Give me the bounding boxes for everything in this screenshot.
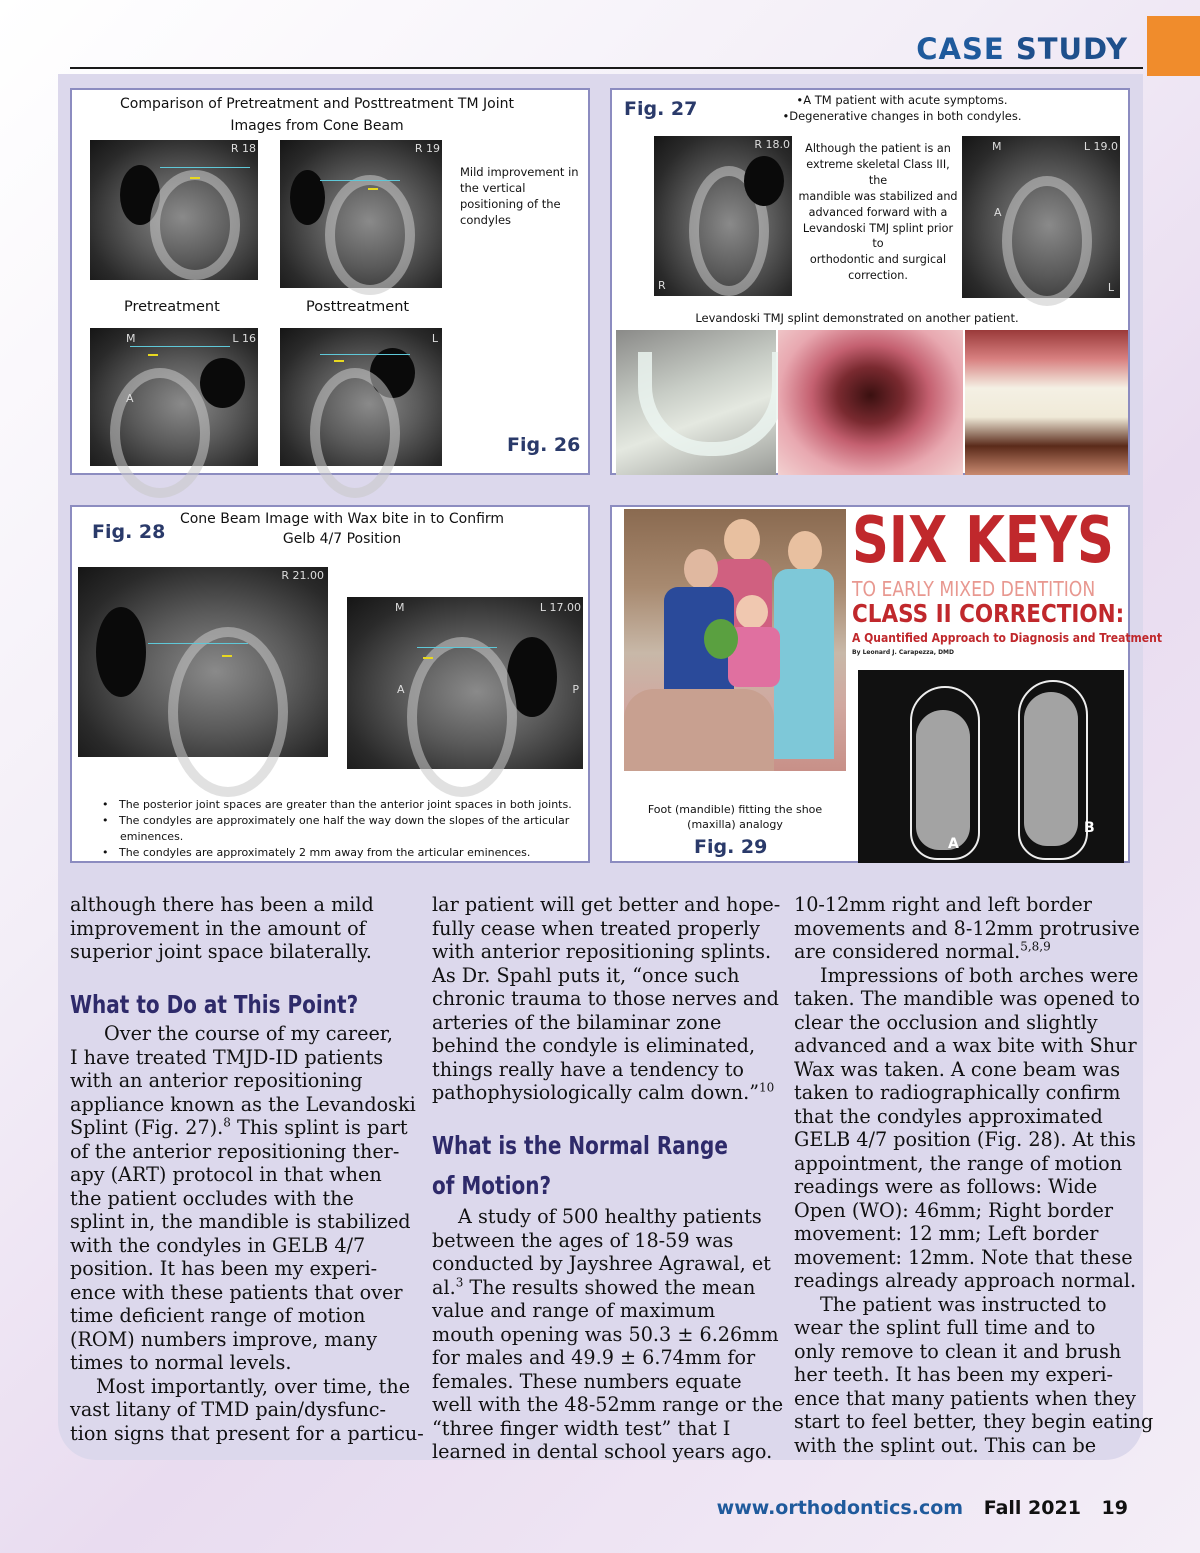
column-2-paragraph-1 (432, 1205, 783, 1464)
scan-shadow (744, 156, 784, 206)
scan-tag: M (992, 140, 1002, 153)
fig26-scan-post-bottom (280, 328, 442, 466)
text-fragment: Splint (Fig. 27). (70, 1116, 224, 1139)
fig28-label: Fig. 28 (92, 521, 166, 543)
section-tab (1147, 16, 1200, 76)
scan-tag: R 19 (414, 142, 440, 155)
text-line: behind the condyle is eliminated, (432, 1034, 756, 1057)
text-line: A study of 500 healthy patients (458, 1205, 762, 1228)
fig29-caption (624, 802, 846, 833)
fig27-description-line: Levandoski TMJ splint prior to (802, 221, 954, 251)
fig28-bullet: • The posterior joint spaces are greater than the anterior joint spaces in both joints. (102, 798, 572, 811)
scan-shadow (96, 607, 146, 697)
text-line: clear the occlusion and slightly (794, 1010, 1098, 1034)
page-number: 19 (1101, 1497, 1128, 1519)
section-header (916, 32, 1128, 66)
fig28-bullet: • The condyles are approximately 2 mm away from the articular eminences. (102, 845, 531, 859)
fig27-scan-right (962, 136, 1120, 298)
book-title-sub1: TO EARLY MIXED DENTITION (852, 577, 1096, 601)
scan-guide-line (148, 643, 248, 644)
text-line: with an anterior repositioning (70, 1069, 363, 1092)
column-3-text (794, 893, 1153, 1457)
fig26-scan-pre-top (90, 140, 258, 280)
fig28-bullet: • The condyles are approximately one half the way down the slopes of the articular (102, 813, 570, 827)
text-line: times to normal levels. (70, 1351, 292, 1374)
fig27-description (796, 141, 960, 284)
book-subtitle: A Quantified Approach to Diagnosis and Treatment (852, 631, 1162, 645)
text-line: mouth opening was 50.3 ± 6.26mm (432, 1322, 779, 1346)
text-line: vast litany of TMD pain/dysfunc- (70, 1398, 387, 1421)
citation-ref: 5,8,9 (1020, 939, 1051, 954)
scan-guide-line (130, 346, 230, 347)
scan-tag: A (994, 206, 1002, 219)
scan-tag: L 16 (232, 332, 256, 345)
text-line: the patient occludes with the (70, 1186, 354, 1210)
text-line: tion signs that present for a particu- (70, 1421, 424, 1445)
text-line: apy (ART) protocol in that when (70, 1163, 382, 1186)
fig27-description-line: correction. (848, 269, 908, 283)
person-head (736, 595, 768, 629)
fig26-pre-label: Pretreatment (124, 299, 220, 315)
text-line: arteries of the bilaminar zone (432, 1010, 722, 1034)
figure-27 (610, 88, 1130, 475)
scan-shadow (290, 170, 325, 225)
scan-bone (407, 637, 517, 797)
fig27-caption: Levandoski TMJ splint demonstrated on another patient. (695, 311, 1019, 325)
person-head (724, 519, 760, 561)
fig26-note-line: positioning of the (460, 197, 561, 212)
text-line: conducted by Jayshree Agrawal, et (432, 1252, 771, 1275)
text-line (432, 1081, 780, 1105)
scan-tag: M (395, 601, 405, 614)
fig26-scan-post-top (280, 140, 442, 288)
text-line (70, 1116, 424, 1140)
text-line: of the anterior repositioning ther- (70, 1139, 400, 1163)
scan-tag: R 21.00 (281, 569, 324, 582)
dental-chair (624, 689, 774, 771)
text-line: that the condyles approximated (794, 1104, 1103, 1128)
scan-marker (334, 360, 344, 362)
fig26-title-line: Comparison of Pretreatment and Posttreatment TM Joint (120, 96, 514, 112)
fig27-description-line: extreme skeletal Class III, the (806, 157, 950, 187)
text-line: improvement in the amount of (70, 916, 366, 940)
scan-bone (1002, 176, 1092, 306)
fig27-description-line: Although the patient is an (805, 142, 951, 155)
scan-guide-line (160, 167, 250, 168)
fig28-scan-right (347, 597, 583, 769)
fig28-title-line: Cone Beam Image with Wax bite in to Confirm (179, 511, 505, 527)
fig28-title (172, 509, 512, 550)
text-line: time deficient range of motion (70, 1304, 366, 1327)
fig27-bullets (752, 92, 1052, 124)
fig27-description-line: advanced forward with a (808, 205, 948, 219)
foot-label-a: A (948, 836, 959, 852)
text-line: superior joint space bilaterally. (70, 940, 372, 963)
text-line: start to feel better, they begin eating (794, 1410, 1154, 1433)
text-line: with anterior repositioning splints. (432, 940, 772, 963)
figure-26 (70, 88, 590, 475)
text-line: with the condyles in GELB 4/7 (70, 1233, 366, 1257)
fig26-note (460, 164, 579, 228)
scan-tag: L 19.0 (1083, 140, 1118, 153)
text-line: appointment, the range of motion (794, 1151, 1123, 1175)
scan-tag: R 18.0 (754, 138, 790, 151)
page-footer (717, 1497, 1128, 1519)
text-fragment: al. (432, 1275, 456, 1299)
scan-tag: L (431, 332, 438, 345)
fig29-caption-line: Foot (mandible) fitting the shoe (647, 803, 823, 816)
text-line: her teeth. It has been my experi- (794, 1363, 1113, 1386)
figure-29 (610, 504, 1162, 863)
text-line: females. These numbers equate (432, 1369, 742, 1393)
text-line: appliance known as the Levandoski (70, 1092, 416, 1116)
column-2-intro (432, 893, 780, 1105)
text-line: taken. The mandible was opened to (794, 987, 1140, 1010)
heading-line: of Motion? (432, 1171, 552, 1200)
text-line: movement: 12 mm; Left border (794, 1222, 1099, 1245)
footer-issue: Fall 2021 (983, 1497, 1081, 1519)
fig27-bullet: •A TM patient with acute symptoms. (796, 93, 1008, 107)
fig28-bullets (102, 797, 582, 861)
text-line: readings already approach normal. (794, 1269, 1137, 1292)
header-word-case: CASE (916, 32, 1005, 66)
heading-normal-range (432, 1126, 728, 1206)
fig26-title (72, 94, 562, 137)
text-line: Open (WO): 46mm; Right border (794, 1198, 1114, 1222)
scan-bone (325, 175, 415, 295)
text-line: Wax was taken. A cone beam was (794, 1057, 1121, 1081)
text-line: splint in, the mandible is stabilized (70, 1210, 411, 1233)
text-line: taken to radiographically confirm (794, 1081, 1121, 1104)
scan-guide-line (417, 647, 497, 648)
text-line: advanced and a wax bite with Shur (794, 1034, 1137, 1057)
fig26-post-label: Posttreatment (306, 299, 410, 315)
fig27-scan-left (654, 136, 792, 296)
person-body (774, 569, 834, 759)
person-head (788, 531, 822, 571)
fig27-bullet: •Degenerative changes in both condyles. (782, 109, 1022, 124)
text-line: fully cease when treated properly (432, 916, 761, 940)
fig26-note-line: Mild improvement in (460, 165, 579, 179)
header-rule (70, 67, 1143, 69)
figure-28 (70, 505, 590, 863)
fig29-label: Fig. 29 (694, 836, 768, 858)
text-line: well with the 48-52mm range or the (432, 1393, 784, 1416)
scan-marker (423, 657, 433, 659)
text-line (432, 1276, 783, 1300)
text-line: Most importantly, over time, the (96, 1374, 411, 1398)
book-title-sub2: CLASS II CORRECTION: (852, 599, 1125, 628)
fig29-caption-line: (maxilla) analogy (687, 818, 783, 832)
fig26-note-line: the vertical (460, 181, 526, 196)
scan-tag: A (126, 392, 134, 405)
scan-guide-line (320, 354, 410, 355)
text-line: Impressions of both arches were (820, 963, 1139, 987)
text-line: readings were as follows: Wide (794, 1175, 1098, 1198)
foot-left (916, 710, 970, 850)
splint-photo (616, 330, 776, 475)
scan-marker (148, 354, 158, 356)
text-fragment: pathophysiologically calm down.” (432, 1081, 760, 1104)
fig27-label: Fig. 27 (624, 98, 698, 120)
header-word-study: STUDY (1015, 32, 1128, 66)
scan-tag: M (126, 332, 136, 345)
scan-tag: R 18 (230, 142, 256, 155)
fig28-title-line: Gelb 4/7 Position (282, 531, 402, 548)
fig27-description-line: orthodontic and surgical (809, 253, 947, 267)
text-line: ence with these patients that over (70, 1280, 403, 1304)
text-line: for males and 49.9 ± 6.74mm for (432, 1346, 756, 1369)
fig27-description-line: mandible was stabilized and (798, 189, 958, 203)
family-photo (624, 509, 846, 771)
foot-shoe-illustration (858, 670, 1124, 863)
fig26-label: Fig. 26 (507, 434, 581, 456)
text-line: although there has been a mild (70, 893, 374, 916)
text-line: chronic trauma to those nerves and (432, 987, 779, 1010)
text-line: movements and 8-12mm protrusive (794, 916, 1140, 940)
text-line: value and range of maximum (432, 1299, 716, 1322)
text-line: GELB 4/7 position (Fig. 28). At this (794, 1128, 1136, 1151)
splint-shape (638, 352, 786, 456)
text-line: Over the course of my career, (104, 1022, 393, 1045)
scan-bone (110, 368, 210, 498)
fig26-note-line: condyles (460, 213, 512, 228)
text-line: “three finger width test” that I (432, 1416, 731, 1440)
fig28-scan-left (78, 567, 328, 757)
scan-marker (190, 177, 200, 179)
toy-frog (704, 619, 738, 659)
book-title-main: SIX KEYS (852, 504, 1114, 578)
fig28-bullet-text: The posterior joint spaces are greater than the anterior joint spaces in both joints. (118, 798, 572, 811)
mouth-photo (778, 330, 963, 475)
scan-bone (150, 170, 240, 280)
scan-guide-line (320, 180, 400, 181)
scan-tag: P (572, 683, 579, 696)
heading-what-to-do: What to Do at This Point? (70, 990, 359, 1019)
text-line (794, 940, 1153, 964)
foot-label-b: B (1084, 820, 1095, 836)
scan-marker (222, 655, 232, 657)
fig28-bullet-text: The condyles are approximately one half the way down the slopes of the articular (118, 813, 570, 827)
fig26-title-line: Images from Cone Beam (230, 117, 404, 134)
text-line: with the splint out. This can be (794, 1433, 1097, 1457)
scan-marker (368, 188, 378, 190)
text-line: 10-12mm right and left border (794, 893, 1092, 916)
text-line: lar patient will get better and hope- (432, 893, 781, 916)
text-line: (ROM) numbers improve, many (70, 1327, 378, 1351)
text-line: learned in dental school years ago. (432, 1440, 773, 1463)
text-line: position. It has been my experi- (70, 1257, 378, 1280)
text-line: between the ages of 18-59 was (432, 1228, 734, 1252)
text-line: ence that many patients when they (794, 1386, 1136, 1410)
text-line: movement: 12mm. Note that these (794, 1245, 1133, 1269)
column-1-paragraph-1 (70, 1022, 424, 1445)
fig26-scan-pre-bottom (90, 328, 258, 466)
teeth-photo (965, 330, 1128, 475)
person-head (684, 549, 718, 589)
foot-right (1024, 692, 1078, 846)
text-fragment: are considered normal. (794, 940, 1021, 963)
scan-bone (310, 368, 400, 498)
scan-tag: L 17.00 (539, 601, 581, 614)
citation-ref: 3 (455, 1275, 464, 1290)
text-fragment: The results showed the mean (463, 1275, 756, 1299)
scan-tag: A (397, 683, 405, 696)
text-line: As Dr. Spahl puts it, “once such (432, 963, 740, 987)
text-line: wear the splint full time and to (794, 1316, 1096, 1339)
column-1-intro (70, 893, 374, 964)
scan-tag: R (658, 279, 666, 292)
text-line: only remove to clean it and brush (794, 1339, 1122, 1363)
footer-url[interactable]: www.orthodontics.com (716, 1497, 964, 1519)
text-line: The patient was instructed to (820, 1292, 1107, 1316)
book-author: By Leonard J. Carapezza, DMD (852, 649, 955, 656)
fig28-bullet-text: eminences. (120, 829, 184, 843)
fig28-bullet-text: The condyles are approximately 2 mm away from the articular eminences. (118, 845, 531, 859)
scan-tag: L (1107, 281, 1114, 294)
scan-shadow (200, 358, 245, 408)
text-line: things really have a tendency to (432, 1057, 744, 1081)
citation-ref: 8 (223, 1115, 231, 1130)
citation-ref: 10 (759, 1080, 775, 1095)
text-line: I have treated TMJD-ID patients (70, 1045, 384, 1069)
scan-bone (168, 627, 288, 797)
heading-line: What is the Normal Range (432, 1131, 728, 1160)
text-fragment: This splint is part (230, 1116, 408, 1139)
